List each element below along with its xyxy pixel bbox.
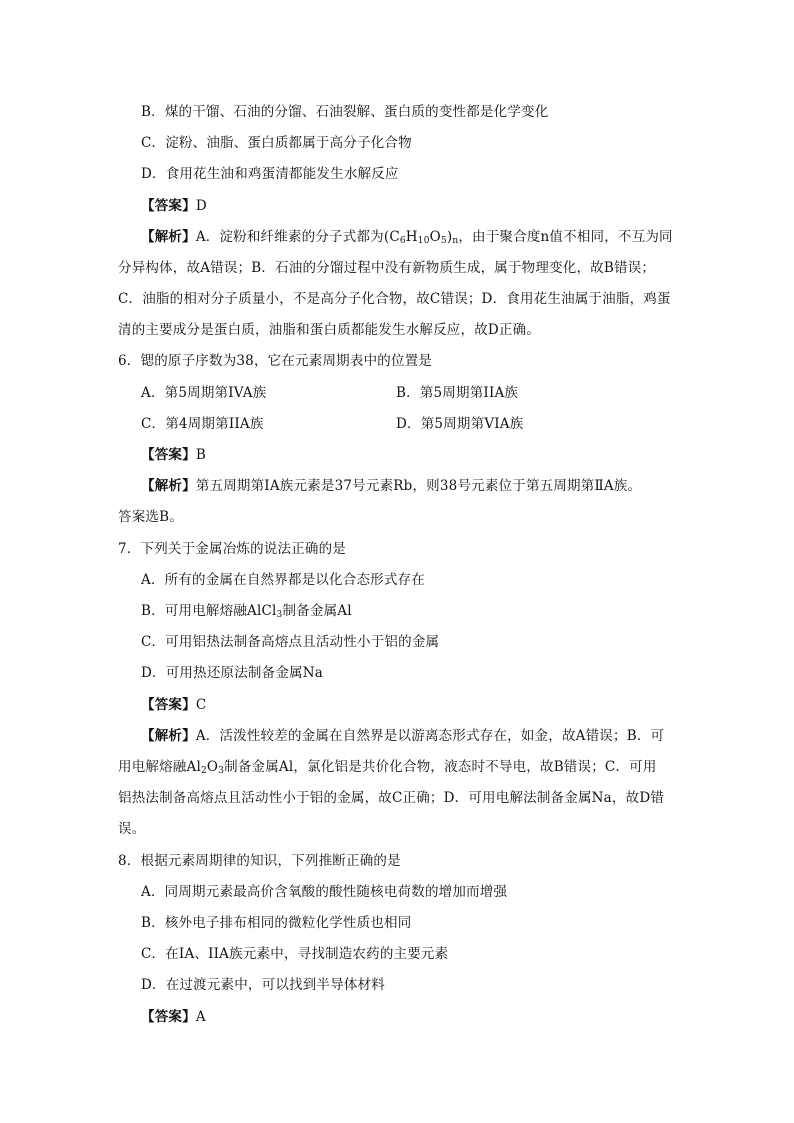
q6-option-d: D．第5周期第VIA族: [396, 416, 524, 432]
subscript: 5: [440, 236, 447, 246]
analysis-text: A．活泼性较差的金属在自然界是以游离态形式存在，如金，故A错误；B．可: [195, 728, 665, 744]
answer-tag: 【答案】: [141, 198, 196, 214]
subscript: 2: [200, 766, 207, 776]
analysis-text: O: [206, 759, 219, 775]
analysis-tag: 【解析】: [141, 478, 196, 494]
q5-analysis-line-2: 分异构体，故A错误；B．石油的分馏过程中没有新物质生成，属于物理变化，故B错误；: [118, 260, 656, 276]
option-text: B．可用电解熔融AlCl: [141, 603, 277, 619]
answer-value: D: [195, 198, 207, 214]
q5-analysis-line-4: 清的主要成分是蛋白质，油脂和蛋白质都能发生水解反应，故D正确。: [118, 322, 541, 338]
subscript: n: [452, 236, 459, 246]
subscript: 3: [218, 766, 225, 776]
q8-stem: 8．根据元素周期律的知识，下列推断正确的是: [118, 853, 401, 869]
q6-stem: 6．锶的原子序数为38，它在元素周期表中的位置是: [118, 353, 433, 369]
answer-value: B: [195, 447, 206, 463]
q5-option-c: C．淀粉、油脂、蛋白质都属于高分子化合物: [141, 135, 412, 151]
answer-value: C: [195, 697, 207, 713]
q6-option-c: C．第4周期第IIA族: [141, 416, 264, 432]
option-text: 制备金属Al: [282, 603, 352, 619]
answer-tag: 【答案】: [141, 447, 196, 463]
q8-option-a: A．同周期元素最高价含氧酸的酸性随核电荷数的增加而增强: [141, 884, 508, 900]
q8-option-c: C．在IA、IIA族元素中，寻找制造农药的主要元素: [141, 946, 449, 962]
q5-analysis-line-1: [141, 227, 673, 247]
q7-stem: 7．下列关于金属冶炼的说法正确的是: [118, 541, 346, 557]
q7-analysis-line-4: 误。: [118, 821, 146, 837]
q8-answer: [141, 1007, 206, 1027]
answer-tag: 【答案】: [141, 1009, 196, 1025]
q6-analysis-line-1: [141, 476, 641, 496]
q6-option-a: A．第5周期第IVA族: [141, 385, 267, 401]
q7-analysis-line-3: 铝热法制备高熔点且活动性小于铝的金属，故C正确；D．可用电解法制备金属Na，故D错: [118, 790, 665, 806]
analysis-text: A．淀粉和纤维素的分子式都为(C: [195, 229, 400, 245]
analysis-text: H: [405, 229, 418, 245]
analysis-text: 第五周期第ⅠA族元素是37号元素Rb，则38号元素位于第五周期第ⅡA族。: [195, 478, 642, 494]
q6-answer: [141, 445, 206, 465]
q7-option-c: C．可用铝热法制备高熔点且活动性小于铝的金属: [141, 634, 440, 650]
q6-option-b: B．第5周期第IIA族: [396, 385, 519, 401]
analysis-text: 制备金属Al，氯化铝是共价化合物，液态时不导电，故B错误；C．可用: [224, 759, 657, 775]
analysis-text: O: [429, 229, 441, 245]
q5-option-d: D．食用花生油和鸡蛋清都能发生水解反应: [141, 166, 399, 182]
q7-analysis-line-1: [141, 726, 664, 746]
subscript: 6: [399, 236, 406, 246]
analysis-tag: 【解析】: [141, 728, 196, 744]
q7-analysis-line-2: [118, 757, 657, 777]
answer-tag: 【答案】: [141, 697, 196, 713]
analysis-text: ): [446, 229, 453, 245]
subscript: 10: [417, 236, 430, 246]
analysis-tag: 【解析】: [141, 229, 196, 245]
q7-option-a: A．所有的金属在自然界都是以化合态形式存在: [141, 572, 425, 588]
q7-answer: [141, 695, 206, 715]
q6-analysis-line-2: 答案选B。: [118, 509, 183, 525]
q8-option-d: D．在过渡元素中，可以找到半导体材料: [141, 977, 385, 993]
q8-option-b: B．核外电子排布相同的微粒化学性质也相同: [141, 915, 412, 931]
q5-answer: [141, 196, 207, 216]
q7-option-b: [141, 601, 352, 621]
q7-option-d: D．可用热还原法制备金属Na: [141, 665, 323, 681]
analysis-text: ，由于聚合度n值不相同，不互为同: [458, 229, 673, 245]
subscript: 3: [276, 610, 283, 620]
q5-option-b: B．煤的干馏、石油的分馏、石油裂解、蛋白质的变性都是化学变化: [141, 104, 549, 120]
q5-analysis-line-3: C．油脂的相对分子质量小，不是高分子化合物，故C错误；D．食用花生油属于油脂，鸡蛋: [118, 291, 671, 307]
analysis-text: 用电解熔融Al: [118, 759, 201, 775]
answer-value: A: [195, 1009, 206, 1025]
